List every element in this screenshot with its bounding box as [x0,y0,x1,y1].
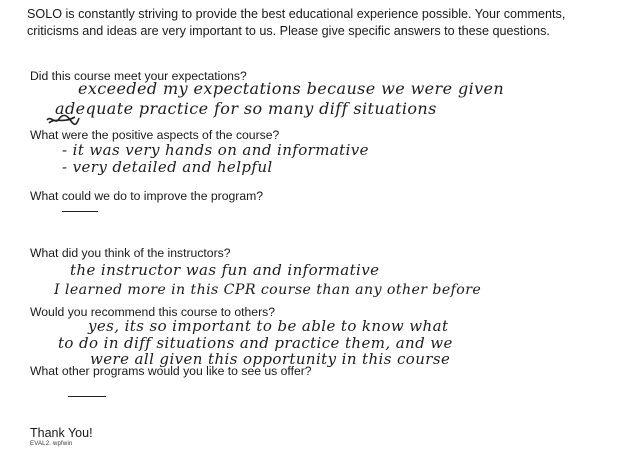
question-expectations: Did this course meet your expectations? [30,69,247,83]
answer-recommend-line-3: were all given this opportunity in this course [90,350,451,368]
answer-recommend-line-2: to do in diff situations and practice them, and we [58,334,453,352]
question-other-programs: What other programs would you like to see us offer? [30,364,312,378]
answer-recommend-line-1: yes, its so important to be able to know what [88,317,449,335]
answer-instructors-line-1: the instructor was fun and informative [70,261,380,279]
answer-positive-line-1: - it was very hands on and informative [62,141,369,159]
question-improve: What could we do to improve the program? [30,189,264,203]
form-code: EVAL2. wpfwin [30,441,73,447]
answer-positive-line-2: - very detailed and helpful [62,158,273,176]
question-instructors: What did you think of the instructors? [30,246,231,260]
scribble-mark [45,114,81,126]
thank-you: Thank You! [30,426,93,440]
intro-text: SOLO is constantly striving to provide the best educational experience possible. Your comments, criticisms and ideas are very important to us. Please give specific answers to these questions. [27,7,566,38]
question-positive-aspects: What were the positive aspects of the course? [30,128,280,142]
answer-improve-dash [62,211,98,212]
answer-other-programs-dash [68,396,106,397]
answer-instructors-line-2: I learned more in this CPR course than any other before [54,282,482,298]
answer-expectations-line-1: exceeded my expectations because we were given [78,79,505,98]
question-recommend: Would you recommend this course to others? [30,305,275,319]
answer-expectations-line-2: adequate practice for so many diff situations [55,99,437,118]
